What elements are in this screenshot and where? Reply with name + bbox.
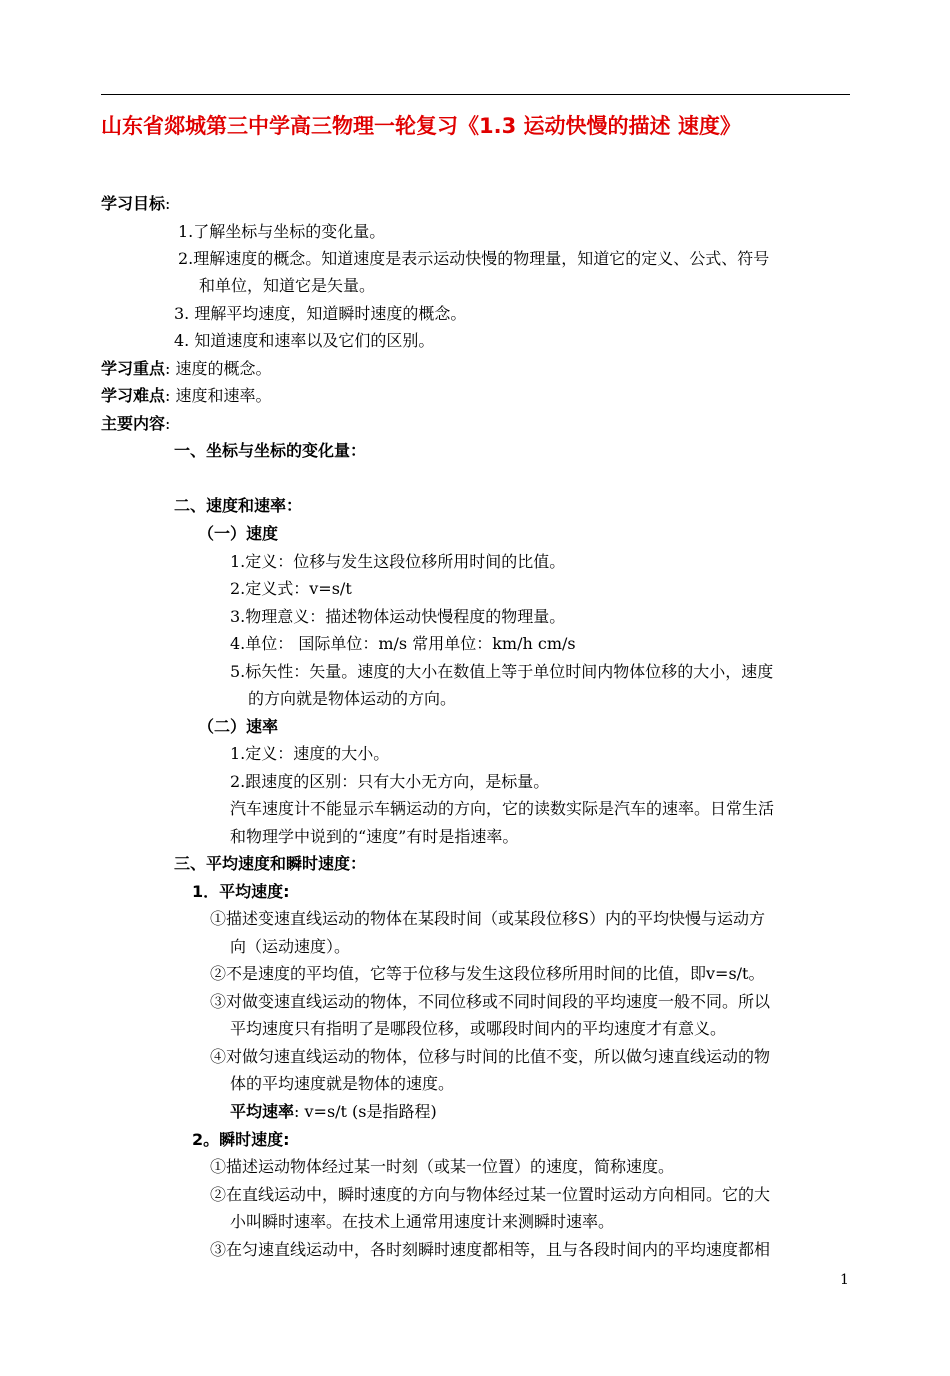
goal-item: 1.了解坐标与坐标的变化量。: [178, 222, 386, 241]
goal-item: 2.理解速度的概念。知道速度是表示运动快慢的物理量，知道它的定义、公式、符号: [178, 249, 770, 268]
velocity-item: 3.物理意义：描述物体运动快慢程度的物理量。: [230, 607, 566, 626]
subsection-velocity-heading: （一）速度: [198, 524, 279, 543]
instantaneous-velocity-item: ①描述运动物体经过某一时刻（或某一位置）的速度，简称速度。: [210, 1157, 675, 1176]
key-point-text: : 速度的概念。: [165, 359, 272, 378]
instantaneous-velocity-item: ③在匀速直线运动中，各时刻瞬时速度都相等，且与各段时间内的平均速度都相: [210, 1240, 771, 1259]
average-velocity-item: ③对做变速直线运动的物体，不同位移或不同时间段的平均速度一般不同。所以: [210, 992, 771, 1011]
difficulty-text: : 速度和速率。: [165, 386, 272, 405]
goals-label: 学习目标: [101, 194, 166, 213]
speed-item: 2.跟速度的区别：只有大小无方向，是标量。: [230, 772, 550, 791]
section-3-heading: 三、平均速度和瞬时速度：: [174, 854, 367, 873]
main-label: 主要内容: [101, 414, 166, 433]
speed-item: 和物理学中说到的“速度”有时是指速率。: [230, 827, 519, 846]
goal-item: 和单位，知道它是矢量。: [199, 276, 376, 295]
velocity-item: 2.定义式：v=s/t: [230, 579, 352, 598]
average-velocity-item: 平均速度只有指明了是哪段位移，或哪段时间内的平均速度才有意义。: [230, 1019, 727, 1038]
goals-heading: [101, 194, 170, 214]
main-content-heading: [101, 414, 170, 434]
velocity-item: 的方向就是物体运动的方向。: [248, 689, 457, 708]
goal-item: 3. 理解平均速度，知道瞬时速度的概念。: [174, 304, 467, 323]
speed-item: 汽车速度计不能显示车辆运动的方向，它的读数实际是汽车的速率。日常生活: [230, 799, 775, 818]
key-point-label: 学习重点: [101, 359, 166, 378]
instantaneous-velocity-heading: 2。瞬时速度:: [192, 1130, 290, 1149]
average-speed-label: 平均速率: [230, 1102, 295, 1121]
instantaneous-velocity-item: 小叫瞬时速率。在技术上通常用速度计来测瞬时速率。: [230, 1212, 615, 1231]
goal-item: 4. 知道速度和速率以及它们的区别。: [174, 331, 435, 350]
velocity-item: 5.标矢性：矢量。速度的大小在数值上等于单位时间内物体位移的大小，速度: [230, 662, 774, 681]
page-number: 1: [840, 1272, 849, 1288]
main-colon: :: [165, 414, 171, 433]
difficulty-label: 学习难点: [101, 386, 166, 405]
average-velocity-item: 向（运动速度）。: [230, 937, 351, 956]
average-speed-line: [230, 1102, 437, 1122]
average-velocity-item: ④对做匀速直线运动的物体，位移与时间的比值不变，所以做匀速直线运动的物: [210, 1047, 771, 1066]
average-velocity-item: ①描述变速直线运动的物体在某段时间（或某段位移S）内的平均快慢与运动方: [210, 909, 765, 928]
header-rule: [101, 94, 850, 95]
instantaneous-velocity-item: ②在直线运动中，瞬时速度的方向与物体经过某一位置时运动方向相同。它的大: [210, 1185, 771, 1204]
average-velocity-heading: 1．平均速度:: [192, 882, 290, 901]
average-velocity-item: ②不是速度的平均值，它等于位移与发生这段位移所用时间的比值，即v=s/t。: [210, 964, 765, 983]
speed-item: 1.定义：速度的大小。: [230, 744, 390, 763]
velocity-item: 1.定义：位移与发生这段位移所用时间的比值。: [230, 552, 566, 571]
section-2-heading: 二、速度和速率：: [174, 496, 303, 515]
average-velocity-item: 体的平均速度就是物体的速度。: [230, 1074, 455, 1093]
key-point: [101, 359, 272, 379]
difficulty: [101, 386, 272, 406]
average-speed-formula: : v=s/t (s是指路程): [294, 1102, 437, 1121]
velocity-item: 4.单位： 国际单位：m/s 常用单位：km/h cm/s: [230, 634, 576, 653]
section-1-heading: 一、坐标与坐标的变化量：: [174, 441, 367, 460]
page-title: 山东省郯城第三中学高三物理一轮复习《1.3 运动快慢的描述 速度》: [101, 114, 741, 138]
goals-colon: :: [165, 194, 171, 213]
subsection-speed-heading: （二）速率: [198, 717, 279, 736]
